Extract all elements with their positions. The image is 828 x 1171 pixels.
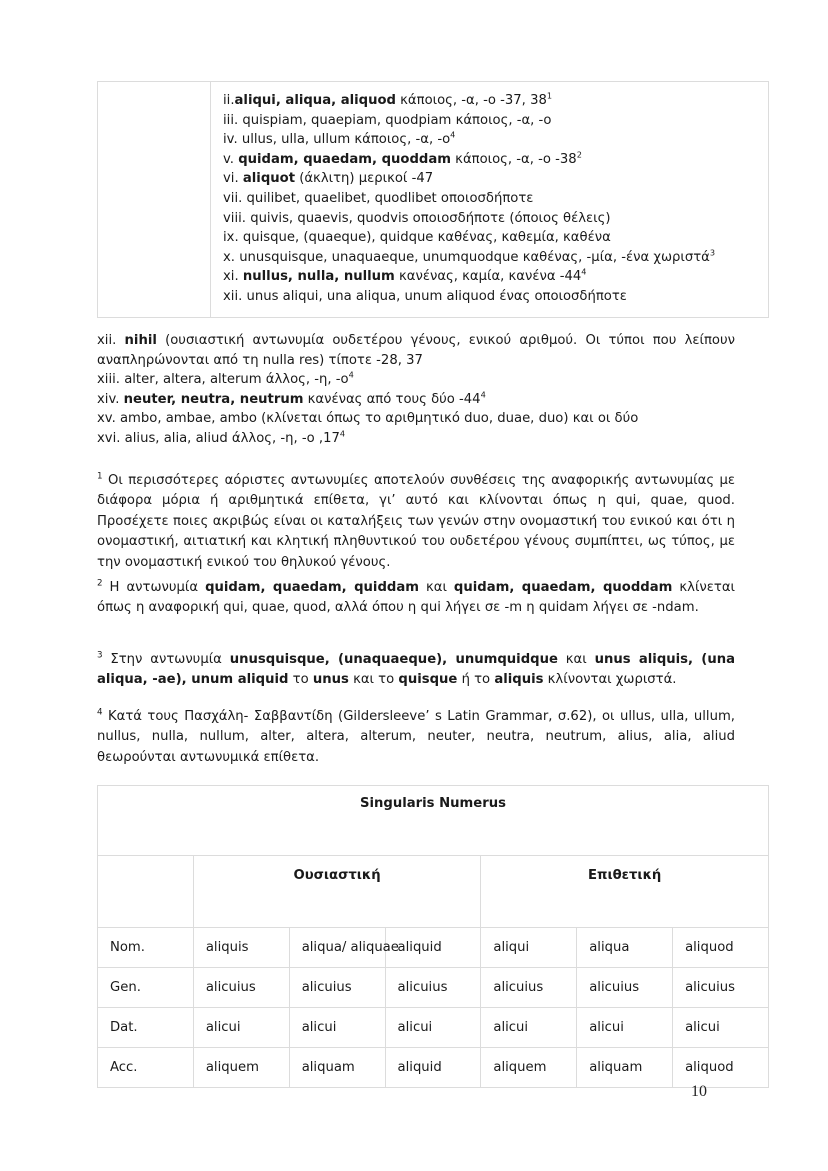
table-cell: alicuius xyxy=(385,968,481,1008)
footnote-ref: 1 xyxy=(546,90,553,101)
table-cell: aliquam xyxy=(289,1048,385,1088)
group-header-blank xyxy=(98,856,194,928)
table-cell: alicui xyxy=(289,1008,385,1048)
footnote-text-part: κλίνεται όπως η αναφορική qui, quae, quod, αλλά όπου η qui λήγει σε -m η quidam λήγει σε -ndam. xyxy=(97,580,735,616)
list-item xyxy=(223,150,760,170)
footnote-bold-part: quidam, quaedam, quiddam xyxy=(205,580,419,595)
table-cell: aliquid xyxy=(385,928,481,968)
table-row xyxy=(98,82,769,318)
table-cell: aliqui xyxy=(481,928,577,968)
list-item-xvi xyxy=(97,429,735,449)
list-item-xiv xyxy=(97,390,735,410)
footnote-marker: 3 xyxy=(97,650,103,661)
footnote-text-part: Η αντωνυμία xyxy=(102,580,206,595)
footnote-text-part: ή το xyxy=(457,672,495,688)
item-number: ii. xyxy=(223,93,235,108)
item-number: x. xyxy=(223,249,235,265)
item-bold: aliqui, aliqua, aliquod xyxy=(234,93,396,108)
list-item xyxy=(223,228,760,248)
footnote-text-part: και το xyxy=(348,672,399,688)
item-rest: κάποιος, -α, -ο -38 xyxy=(450,151,577,167)
empty-left-cell xyxy=(98,82,211,318)
item-bold: nullus, nulla, nullum xyxy=(242,269,395,285)
item-number: ix. xyxy=(223,230,239,246)
table-cell: alicuius xyxy=(673,968,769,1008)
item-bold: neuter, neutra, neutrum xyxy=(123,391,304,407)
footnote-ref: 4 xyxy=(348,369,354,380)
footnote-text-part: κλίνονται χωριστά. xyxy=(543,672,677,688)
footnote-ref: 4 xyxy=(450,129,456,140)
list-item xyxy=(223,189,760,209)
list-item xyxy=(223,267,760,287)
item-rest: κάποιος, -α, -ο -37, 38 xyxy=(395,93,547,108)
item-rest: unus aliqui, una aliqua, unum aliquod ένας οποιοσδήποτε xyxy=(246,288,627,304)
list-item xyxy=(223,111,760,131)
footnote-4 xyxy=(97,707,735,768)
footnote-ref: 4 xyxy=(339,428,346,439)
case-label: Nom. xyxy=(98,928,194,968)
list-item xyxy=(223,209,760,229)
item-number: xiii. xyxy=(97,372,125,388)
table-cell: alicuius xyxy=(193,968,289,1008)
table-cell: alicuius xyxy=(481,968,577,1008)
item-rest: (ουσιαστική αντωνυμία ουδετέρου γένους, ενικού αριθμού. Οι τύποι που λείπουν αναπληρώνονται από τη nulla res) τίποτε -28, 37 xyxy=(97,333,740,368)
footnote-bold-part: unusquisque, (unaquaeque), unumquidque xyxy=(229,652,558,667)
item-number: xvi. xyxy=(97,430,125,446)
footnote-marker: 1 xyxy=(97,471,103,482)
item-number: iv. xyxy=(223,132,238,148)
main-pronoun-list xyxy=(97,331,740,449)
item-rest: κανένας, καμία, κανένα -44 xyxy=(394,269,582,285)
case-label: Gen. xyxy=(98,968,194,1008)
footnote-ref: 3 xyxy=(709,247,716,258)
table-cell: alicui xyxy=(577,1008,673,1048)
table-group-header-row xyxy=(98,856,769,928)
table-cell: aliquid xyxy=(385,1048,481,1088)
table-cell: aliquis xyxy=(193,928,289,968)
table-cell: aliquam xyxy=(577,1048,673,1088)
table-cell: aliqua xyxy=(577,928,673,968)
list-item xyxy=(223,248,760,268)
declension-table xyxy=(97,785,769,1088)
indefinite-pronoun-list-table xyxy=(97,81,769,318)
item-rest: quispiam, quaepiam, quodpiam κάποιος, -α, -ο xyxy=(242,112,552,128)
list-item-xv xyxy=(97,409,735,429)
item-rest: quivis, quaevis, quodvis οποιοσδήποτε (όποιος θέλεις) xyxy=(250,210,611,226)
footnote-text: Οι περισσότερες αόριστες αντωνυμίες αποτελούν συνθέσεις της αναφορικής αντωνυμίας με διάφορα μόρια ή αριθμητικά επίθετα, γι’ αυτό και κλίνονται όπως η qui, quae, quod. Προσέχετε ποιες ακριβώς είναι οι καταλήξεις των γενών στην ονομαστική του ενικού και ότι η ονομαστική, αιτιατική και κλητική πληθυντικού του ουδετέρου γένους συμπίπτει, ως τύπος, με την ονομαστική ενικού του θηλυκού γένους. xyxy=(97,473,735,570)
footnote-3 xyxy=(97,650,735,691)
group-header-substantive: Ουσιαστική xyxy=(193,856,481,928)
footnote-text-part: το xyxy=(288,672,313,688)
item-rest: unusquisque, unaquaeque, unumquodque καθένας, -μία, -ένα χωριστά xyxy=(239,249,710,265)
footnote-text: Κατά τους Πασχάλη- Σαββαντίδη (Gildersleeve’ s Latin Grammar, σ.62), οι ullus, ulla, ullum, nullus, nulla, nullum, alter, altera, alterum, neuter, neutra, neutrum, alius, alia, aliud θεωρούνται αντωνυμικά επίθετα. xyxy=(97,709,735,765)
item-rest: alius, alia, aliud άλλος, -η, -ο ,17 xyxy=(124,430,340,446)
table-cell: alicui xyxy=(385,1008,481,1048)
footnote-2 xyxy=(97,578,735,619)
list-item xyxy=(223,287,760,307)
footnote-ref: 2 xyxy=(576,149,582,160)
list-item xyxy=(223,91,760,111)
item-rest: quisque, (quaeque), quidque καθένας, καθεμία, καθένα xyxy=(242,230,611,246)
item-number: xi. xyxy=(223,269,239,285)
table-cell: alicuius xyxy=(289,968,385,1008)
item-number: xii. xyxy=(223,288,243,304)
table-row xyxy=(98,968,769,1008)
item-rest: ullus, ulla, ullum κάποιος, -α, -ο xyxy=(241,132,451,148)
table-cell: alicui xyxy=(481,1008,577,1048)
table-cell: alicuius xyxy=(577,968,673,1008)
footnote-text-part: και xyxy=(418,580,454,595)
item-rest: alter, altera, alterum άλλος, -η, -ο xyxy=(124,372,349,388)
table-cell: alicui xyxy=(193,1008,289,1048)
footnote-marker: 4 xyxy=(97,707,103,718)
footnote-ref: 4 xyxy=(581,266,587,277)
item-bold: aliquot xyxy=(242,171,296,187)
table-row xyxy=(98,1008,769,1048)
item-bold: nihil xyxy=(124,333,157,348)
item-number: xv. xyxy=(97,411,120,427)
page-number: 10 xyxy=(691,1083,707,1100)
table-row xyxy=(98,1048,769,1088)
footnote-bold-part: quisque xyxy=(398,672,458,688)
item-rest: (άκλιτη) μερικοί -47 xyxy=(295,171,434,187)
item-number: vii. xyxy=(223,190,243,206)
footnote-marker: 2 xyxy=(97,578,103,589)
table-cell: aliquem xyxy=(193,1048,289,1088)
list-item-xiii xyxy=(97,370,735,390)
item-bold: quidam, quaedam, quoddam xyxy=(238,151,451,167)
item-number: vi. xyxy=(223,171,239,187)
pronoun-list-cell xyxy=(211,82,769,318)
footnote-1 xyxy=(97,471,735,573)
case-label: Dat. xyxy=(98,1008,194,1048)
footnote-bold-part: unus xyxy=(312,672,349,688)
item-number: xii. xyxy=(97,333,125,348)
group-header-adjectival: Επιθετική xyxy=(481,856,769,928)
footnote-bold-part: unus aliquis, (una aliqua, -ae), unum aliquid xyxy=(97,652,735,688)
item-number: iii. xyxy=(223,112,239,128)
list-item xyxy=(223,130,760,150)
item-number: v. xyxy=(223,151,234,167)
table-cell: aliquem xyxy=(481,1048,577,1088)
table-title: Singularis Numerus xyxy=(98,786,769,856)
footnote-text-part: και xyxy=(557,652,595,667)
table-cell: aliquod xyxy=(673,928,769,968)
table-title-row xyxy=(98,786,769,856)
footnote-text-part: Στην αντωνυμία xyxy=(102,652,230,667)
footnote-bold-part: quidam, quaedam, quoddam xyxy=(453,580,673,595)
item-rest: quilibet, quaelibet, quodlibet οποιοσδήποτε xyxy=(246,190,534,206)
item-rest: κανένας από τους δύο -44 xyxy=(303,391,481,407)
item-rest: ambo, ambae, ambo (κλίνεται όπως το αριθμητικό duo, duae, duo) και οι δύο xyxy=(119,411,639,427)
table-cell: aliquod xyxy=(673,1048,769,1088)
table-row xyxy=(98,928,769,968)
footnote-bold-part: aliquis xyxy=(494,672,544,688)
table-cell: aliqua/ aliquae xyxy=(289,928,385,968)
list-item-xii xyxy=(97,331,740,370)
list-item xyxy=(223,169,760,189)
item-number: xiv. xyxy=(97,391,124,407)
item-number: viii. xyxy=(223,210,246,226)
footnote-ref: 4 xyxy=(480,389,486,400)
case-label: Acc. xyxy=(98,1048,194,1088)
table-cell: alicui xyxy=(673,1008,769,1048)
